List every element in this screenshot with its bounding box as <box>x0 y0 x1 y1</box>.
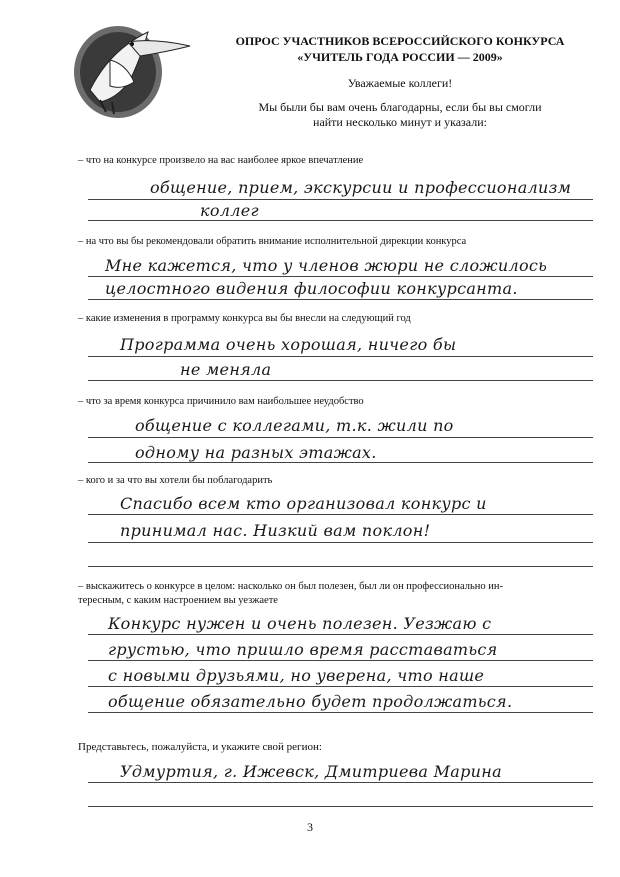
answer-4-line1: общение с коллегами, т.к. жили по <box>135 416 454 435</box>
question-3-label: – какие изменения в программу конкурса вы бы внесли на следующий год <box>78 313 411 324</box>
answer-5-line1: Спасибо всем кто организовал конкурс и <box>120 494 487 513</box>
answer-line <box>88 686 593 687</box>
answer-6-line1: Конкурс нужен и очень полезен. Уезжаю с <box>108 614 492 633</box>
answer-line <box>88 276 593 277</box>
question-4-label: – что за время конкурса причинило вам наибольшее неудобство <box>78 396 364 407</box>
survey-title-line2: «УЧИТЕЛЬ ГОДА РОССИИ — 2009» <box>297 50 503 64</box>
answer-line <box>88 199 593 200</box>
region-label: Представьтесь, пожалуйста, и укажите свой регион: <box>78 741 322 753</box>
answer-line <box>88 712 593 713</box>
answer-6-line2: грустью, что пришло время расставаться <box>108 640 498 659</box>
answer-line <box>88 782 593 783</box>
answer-3-line1: Программа очень хорошая, ничего бы <box>120 335 457 354</box>
question-6-label-line1: – выскажитесь о конкурсе в целом: насколько он был полезен, был ли он профессионально ин- <box>78 581 503 592</box>
answer-line <box>88 437 593 438</box>
pelican-logo-icon <box>70 20 220 120</box>
question-5-label: – кого и за что вы хотели бы поблагодарить <box>78 475 273 486</box>
answer-4-line2: одному на разных этажах. <box>135 443 377 462</box>
answer-3-line2: не меняла <box>180 360 272 379</box>
answer-line <box>88 566 593 567</box>
answer-5-line2: принимал нас. Низкий вам поклон! <box>120 521 431 540</box>
answer-line <box>88 542 593 543</box>
region-answer: Удмуртия, г. Ижевск, Дмитриева Марина <box>120 762 502 781</box>
answer-line <box>88 634 593 635</box>
answer-line <box>88 356 593 357</box>
answer-6-line4: общение обязательно будет продолжаться. <box>108 692 513 711</box>
answer-line <box>88 806 593 807</box>
question-2-label: – на что вы бы рекомендовали обратить внимание исполнительной дирекции конкурса <box>78 236 467 247</box>
answer-2-line2: целостного видения философии конкурсанта. <box>105 279 518 298</box>
question-6-label-line2: тересным, с каким настроением вы уезжаете <box>78 595 278 606</box>
answer-2-line1: Мне кажется, что у членов жюри не сложилось <box>105 256 548 275</box>
greeting: Уважаемые коллеги! <box>347 76 453 90</box>
intro-line1: Мы были бы вам очень благодарны, если бы вы смогли <box>258 100 542 114</box>
answer-1-line1: общение, прием, экскурсии и профессионализм <box>150 178 572 197</box>
answer-1-line2: коллег <box>200 201 259 220</box>
answer-line <box>88 514 593 515</box>
survey-title-line1: ОПРОС УЧАСТНИКОВ ВСЕРОССИЙСКОГО КОНКУРСА <box>235 34 565 48</box>
answer-line <box>88 660 593 661</box>
answer-line <box>88 299 593 300</box>
answer-line <box>88 220 593 221</box>
question-1-label: – что на конкурсе произвело на вас наиболее яркое впечатление <box>78 155 364 166</box>
answer-line <box>88 380 593 381</box>
answer-line <box>88 462 593 463</box>
answer-6-line3: с новыми друзьями, но уверена, что наше <box>108 666 485 685</box>
intro-line2: найти несколько минут и указали: <box>313 115 487 129</box>
page-number: 3 <box>307 820 313 834</box>
